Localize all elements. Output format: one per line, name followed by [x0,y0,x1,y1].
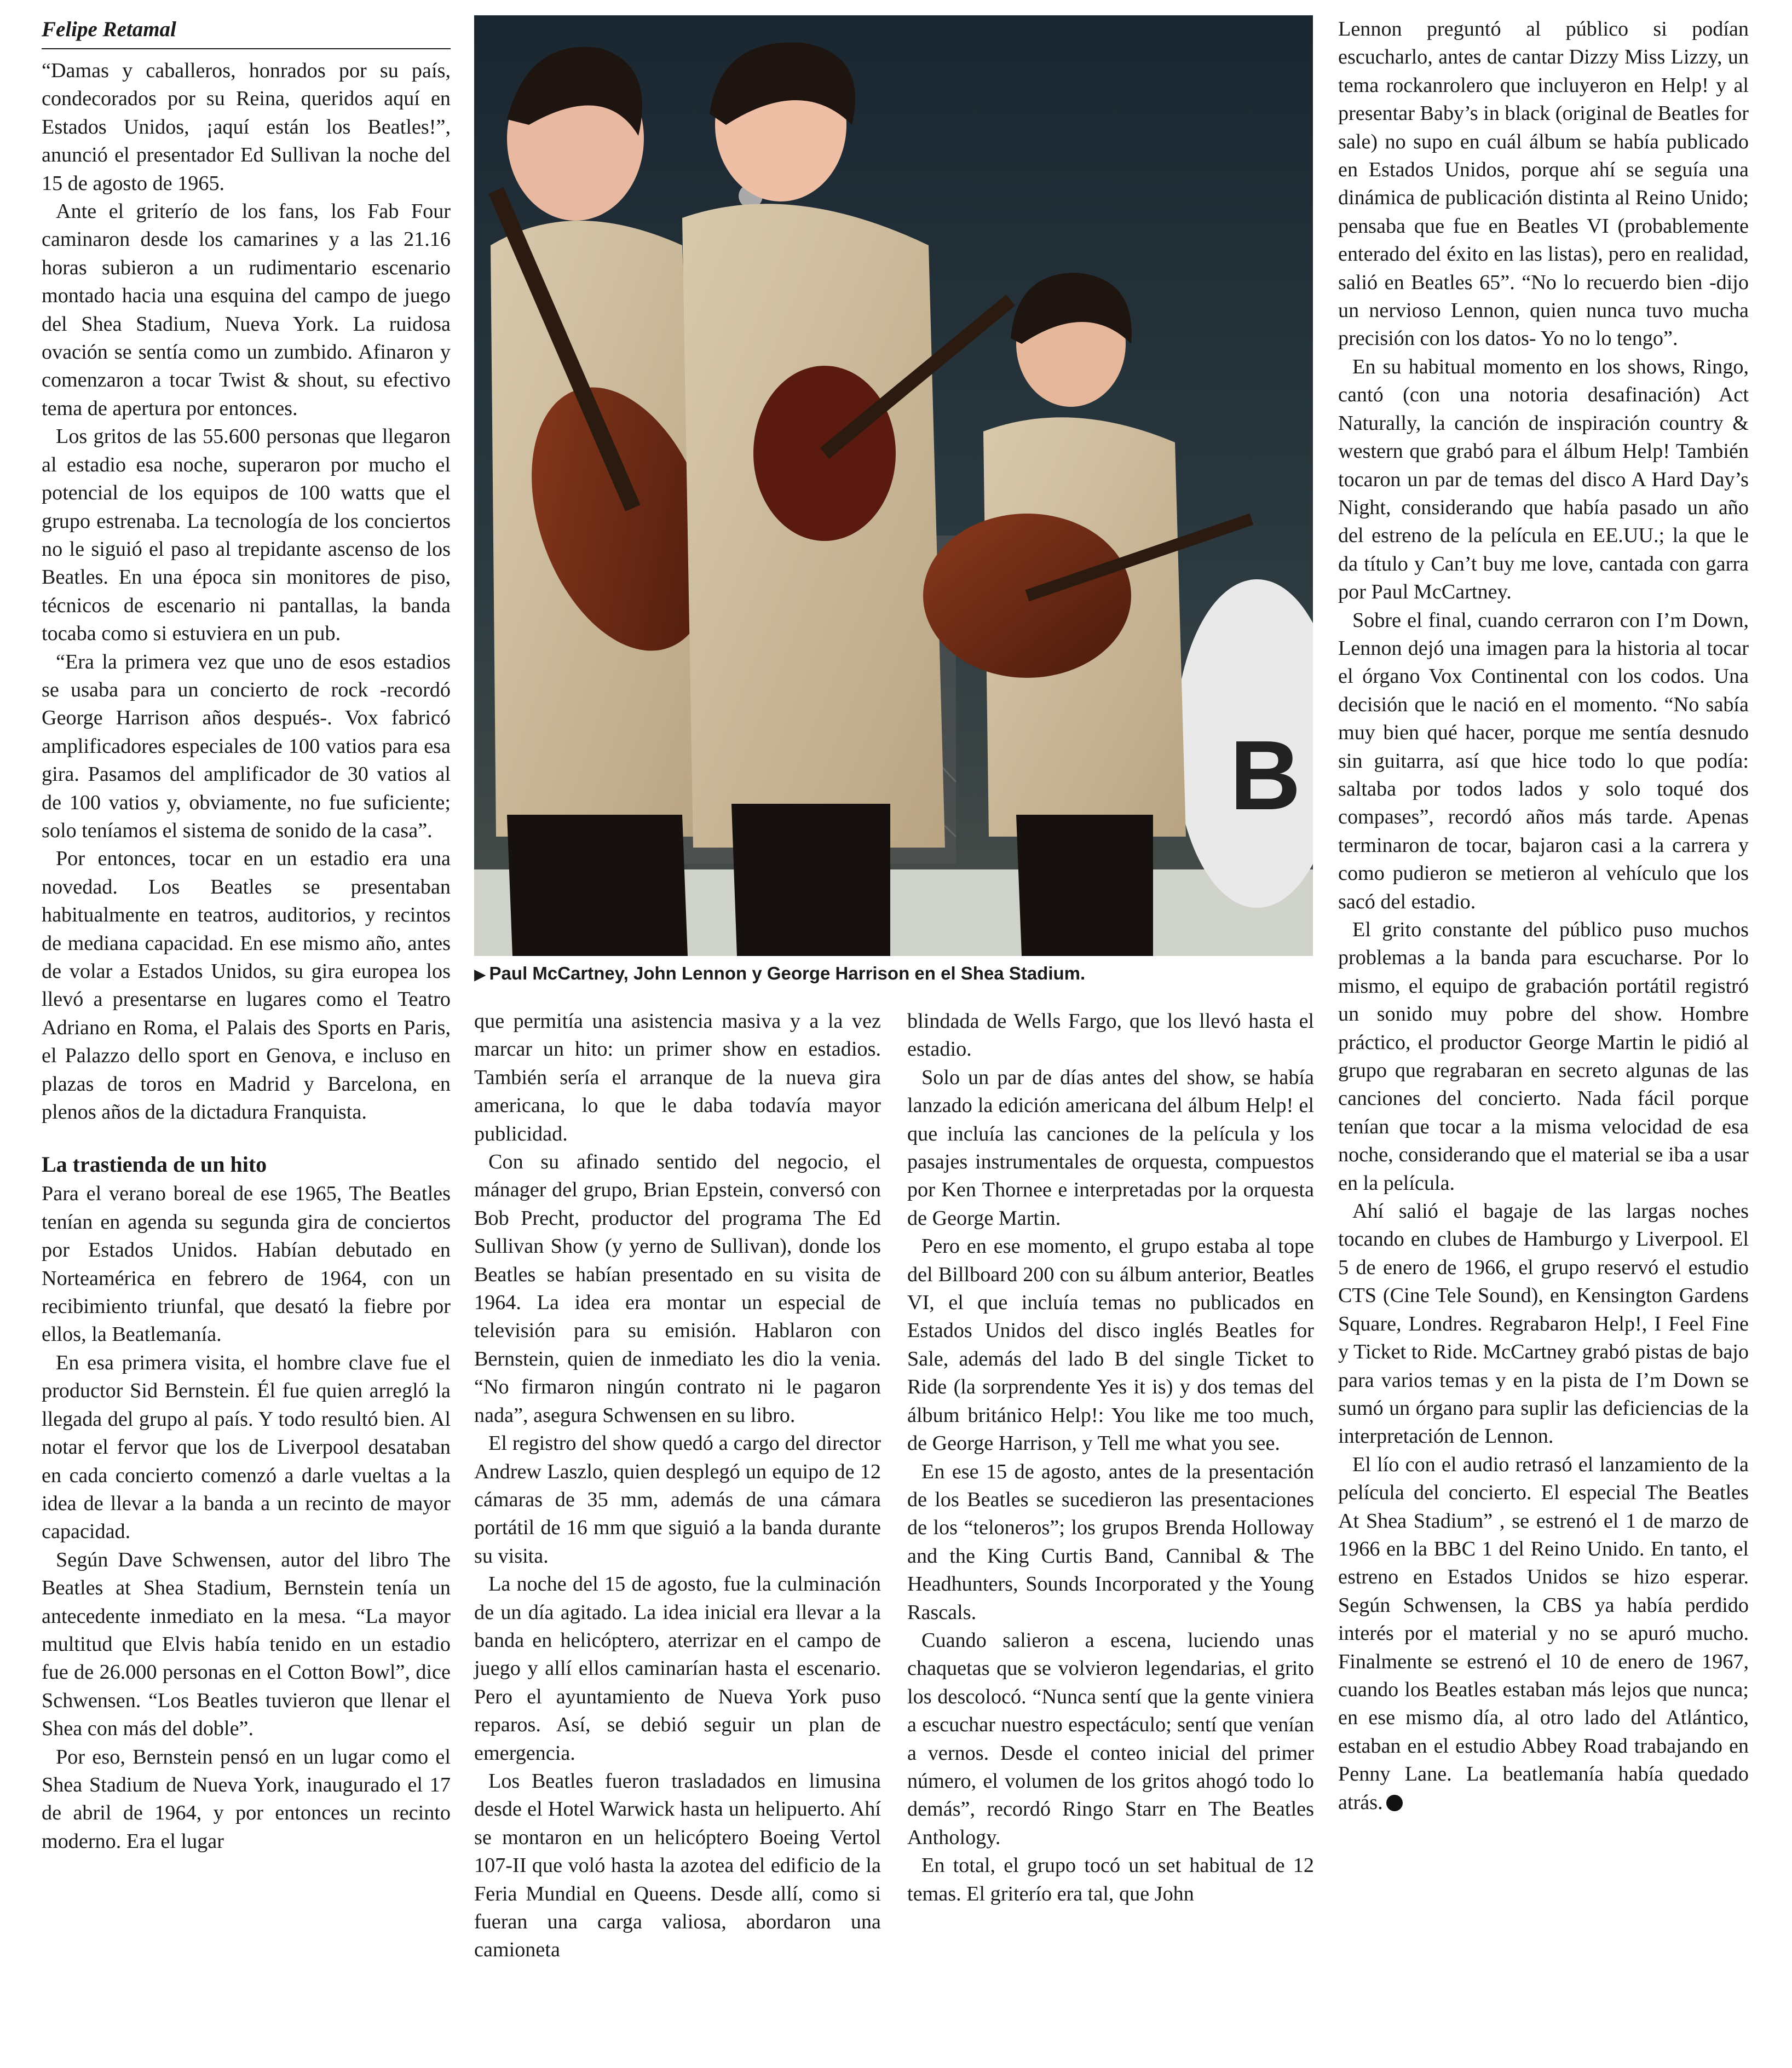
paragraph [1338,1451,1749,1817]
paragraph: Para el verano boreal de ese 1965, The Beatles tenían en agenda su segunda gira de conciertos por Estados Unidos. Habían debutado en Norteamérica en febrero de 1964, con un recibimiento triunfal, que desató la fiebre por ellos, la Beatlemanía. [42,1182,451,1346]
paragraph: El grito constante del público puso muchos problemas a la banda para escucharse. Por lo mismo, el equipo de grabación portátil registró un sonido muy pobre del show. Hombre práctico, el productor George Martin le pidió al grupo que regrabaran en secreto algunas de las canciones del concierto. Nada fácil porque tenían que tocar a la misma velocidad de esa noche, considerando que el material se iba a usar en la película. [1338,918,1749,1195]
paragraph: Con su afinado sentido del negocio, el mánager del grupo, Brian Epstein, conversó con Bob Precht, productor del programa The Ed Sullivan Show (y yerno de Sullivan), donde los Beatles se habían presentado en su visita de 1964. La idea era montar un especial de televisión para su emisión. Hablaron con Bernstein, quien de inmediato les dio la venia. “No firmaron ningún contrato ni le pagaron nada”, asegura Schwensen en su libro. [474,1150,881,1427]
svg-text:B: B [1230,721,1301,831]
paragraph: que permitía una asistencia masiva y a la vez marcar un hito: un primer show en estadios. También sería el arranque de la nueva gira americana, lo que le daba todavía mayor publicidad. [474,1010,881,1145]
article-column-1 [42,15,451,1856]
paragraph: Sobre el final, cuando cerraron con I’m Down, Lennon dejó una imagen para la historia al tocar el órgano Vox Continental con los codos. Una decisión que le nació en el momento. “No sabía muy bien qué hacer, porque me sentía desnudo sin guitarra, así que hice todo lo que podía: saltaba por todos lados y solo toqué dos compases”, recordó años más tarde. Apenas terminaron de tocar, bajaron casi a la carrera y como pudieron se metieron al vehículo que los sacó del estadio. [1338,608,1749,913]
paragraph: Según Dave Schwensen, autor del libro The Beatles at Shea Stadium, Bernstein tenía un antecedente inmediato en la mesa. “La mayor multitud que Elvis había tenido en un estadio fue de 26.000 personas en el Cotton Bowl”, dice Schwensen. “Los Beatles tuvieron que llenar el Shea con más del doble”. [42,1548,451,1741]
paragraph: “Damas y caballeros, honrados por su país, condecorados por su Reina, queridos aquí en Estados Unidos, ¡aquí están los Beatles!”, anunció el presentador Ed Sullivan la noche del 15 de agosto de 1965. [42,59,451,195]
paragraph: Por entonces, tocar en un estadio era una novedad. Los Beatles se presentaban habitualmente en teatros, auditorios, y recintos de mediana capacidad. En ese mismo año, antes de volar a Estados Unidos, su gira europea los llevó a presentarse en lugares como el Teatro Adriano en Roma, el Palais des Sports en Paris, el Palazzo dello sport en Genova, e incluso en plazas de toros en Madrid y Barcelona, en plenos años de la dictadura Franquista. [42,847,451,1124]
article-column-4 [1338,15,1749,1817]
paragraph: Los Beatles fueron trasladados en limusina desde el Hotel Warwick hasta un helipuerto. Ahí se montaron en un helicóptero Boeing Vertol 107-II que voló hasta la azotea del edificio de la Feria Mundial en Queens. Desde allí, como si fueran una carga valiosa, abordaron una camioneta [474,1769,881,1962]
paragraph: Cuando salieron a escena, luciendo unas chaquetas que se volvieron legendarias, el grito los descolocó. “Nunca sentí que la gente viniera a escuchar nuestro espectáculo; sentí que venían a vernos. Desde el conteo inicial del primer número, el volumen de los gritos ahogó todo lo demás”, recordó Ringo Starr en The Beatles Anthology. [907,1628,1314,1849]
paragraph: La noche del 15 de agosto, fue la culminación de un día agitado. La idea inicial era llevar a la banda en helicóptero, aterrizar en el campo de juego y allí ellos caminarían hasta el escenario. Pero el ayuntamiento de Nueva York puso reparos. Así, se debió seguir un plan de emergencia. [474,1572,881,1765]
paragraph: En ese 15 de agosto, antes de la presentación de los Beatles se sucedieron las presentaciones de los “teloneros”; los grupos Brenda Holloway and the King Curtis Band, Cannibal & The Headhunters, Sounds Incorporated y the Young Rascals. [907,1460,1314,1624]
paragraph: Ante el griterío de los fans, los Fab Four caminaron desde los camarines y a las 21.16 horas subieron a un rudimentario escenario montado hacia una esquina del campo de juego del Shea Stadium, Nueva York. La ruidosa ovación se sentía como un zumbido. Afinaron y comenzaron a tocar Twist & shout, su efectivo tema de apertura por entonces. [42,200,451,420]
paragraph: En total, el grupo tocó un set habitual de 12 temas. El griterío era tal, que John [907,1854,1314,1905]
beatles-photo-illustration [474,15,1313,956]
caption-text: Paul McCartney, John Lennon y George Harrison en el Shea Stadium. [489,963,1086,983]
triangle-right-icon: ▶ [474,966,486,983]
paragraph: En su habitual momento en los shows, Ringo, cantó (con una notoria desafinación) Act Naturally, la canción de inspiración country & western que grabó para el álbum Help! También tocaron un par de temas del disco A Hard Day’s Night, considerando que había pasado un año del estreno de la película en EE.UU.; la que le da título y Can’t buy me love, cantada con garra por Paul McCartney. [1338,355,1749,604]
byline: Felipe Retamal [42,15,451,49]
paragraph: Ahí salió el bagaje de las largas noches tocando en clubes de Hamburgo y Liverpool. El 5 de enero de 1966, el grupo reservó el estudio CTS (Cine Tele Sound), en Kensington Gardens Square, Londres. Regrabaron Help!, I Feel Fine y Ticket to Ride. McCartney grabó pistas de bajo para varios temas y en la pista de I’m Down se sumó un órgano para suplir las deficiencias de la interpretación de Lennon. [1338,1200,1749,1448]
paragraph: Lennon preguntó al público si podían escucharlo, antes de cantar Dizzy Miss Lizzy, un tema rockanrolero que incluyeron en Help! y al presentar Baby’s in black (original de Beatles for sale) no supo en cuál álbum se había publicado en Estados Unidos, porque ahí se seguía una dinámica de publicación distinta al Reino Unido; pensaba que fue en Beatles VI (probablemente enterado del éxito en las listas), pero en realidad, salió en Beatles 65”. “No lo recuerdo bien -dijo un nervioso Lennon, quien nunca tuvo mucha precisión con los datos- Yo no lo tengo”. [1338,18,1749,350]
paragraph: Por eso, Bernstein pensó en un lugar como el Shea Stadium de Nueva York, inaugurado el 17 de abril de 1964, y por entonces un recinto moderno. Era el lugar [42,1745,451,1853]
paragraph: Los gritos de las 55.600 personas que llegaron al estadio esa noche, superaron por mucho el potencial de los equipos de 100 watts que el grupo estrenaba. La tecnología de los conciertos no le siguió el paso al trepidante ascenso de los Beatles. En una época sin monitores de piso, técnicos de escenario ni pantallas, la banda tocaba como si estuviera en un pub. [42,425,451,646]
paragraph-text: El lío con el audio retrasó el lanzamiento de la película del concierto. El especial The Beatles At Shea Stadium” , se estrenó el 1 de marzo de 1966 en la BBC 1 del Reino Unido. En tanto, el estreno en Estados Unidos se hizo esperar. Según Schwensen, la CBS ya había perdido interés por el material y no se apuró mucho. Finalmente se estrenó el 10 de enero de 1967, cuando los Beatles estaban más lejos que nunca; en ese mismo día, al otro lado del Atlántico, estaban en el estudio Abbey Road trabajando en Penny Lane. La beatlemanía había quedado atrás. [1338,1453,1749,1814]
subheading: La trastienda de un hito [42,1152,267,1177]
article-column-3 [907,1007,1314,1908]
paragraph: blindada de Wells Fargo, que los llevó hasta el estadio. [907,1010,1314,1061]
article-column-2 [474,1007,881,1965]
paragraph: Pero en ese momento, el grupo estaba al tope del Billboard 200 con su álbum anterior, Beatles VI, el que incluía temas no publicados en Estados Unidos del disco inglés Beatles for Sale, además del lado B del single Ticket to Ride (la sorprendente Yes it is) y dos temas del álbum británico Help!: You like me too much, de George Harrison, y Tell me what you see. [907,1235,1314,1455]
concert-photo [474,15,1313,956]
paragraph: En esa primera visita, el hombre clave fue el productor Sid Bernstein. Él fue quien arregló la llegada del grupo al país. Y todo resultó bien. Al notar el fervor que los de Liverpool desataban en cada concierto comenzó a darle vueltas a la idea de llevar a la banda a un recinto de mayor capacidad. [42,1351,451,1543]
paragraph: Solo un par de días antes del show, se había lanzado la edición americana del álbum Help! el que incluía las canciones de la película y los pasajes instrumentales de orquesta, compuestos por Ken Thornee e interpretadas por la orquesta de George Martin. [907,1065,1314,1230]
photo-caption [474,962,1313,986]
paragraph: El registro del show quedó a cargo del director Andrew Laszlo, quien desplegó un equipo de 12 cámaras de 35 mm, además de una cámara portátil de 16 mm que siguió a la banda durante su visita. [474,1432,881,1568]
paragraph: “Era la primera vez que uno de esos estadios se usaba para un concierto de rock -recordó George Harrison años después-. Vox fabricó amplificadores especiales de 100 vatios para esa gira. Pasamos del amplificador de 30 vatios al de 100 vatios y, obviamente, no fue suficiente; solo teníamos el sistema de sonido de la casa”. [42,650,451,842]
end-of-article-icon [1386,1795,1403,1811]
